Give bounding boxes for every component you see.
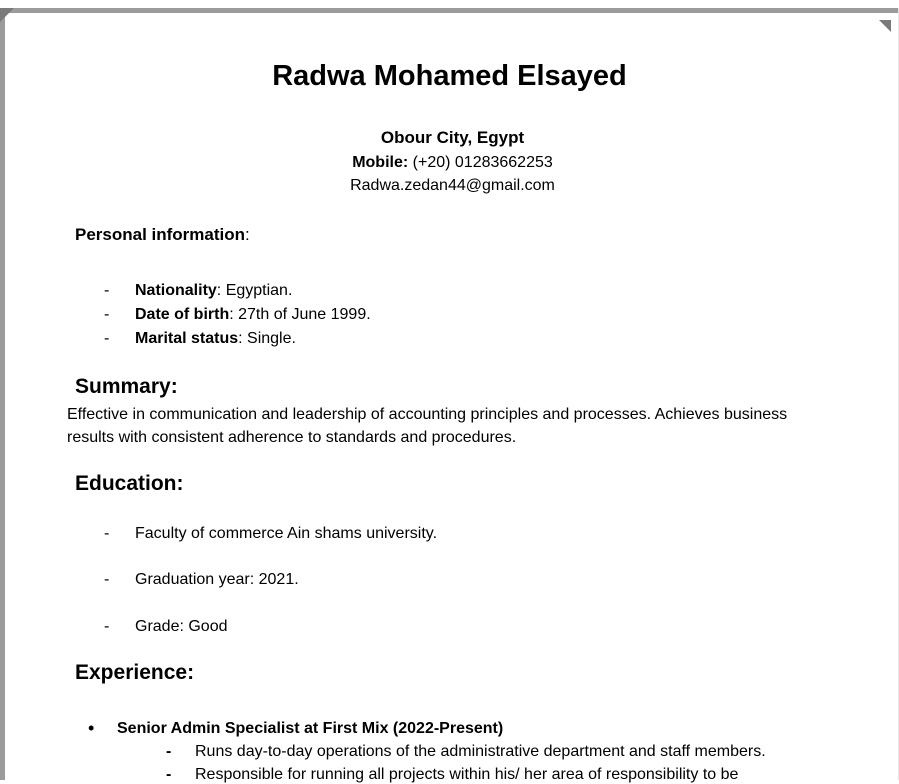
resume-mobile	[0, 154, 899, 172]
job-title: Senior Admin Specialist at First Mix (2022-Present)	[117, 720, 504, 737]
resume-city: Obour City, Egypt	[380, 128, 525, 147]
resume-email: Radwa.zedan44@gmail.com	[350, 177, 555, 194]
dash-icon: -	[104, 525, 110, 542]
summary-line: Effective in communication and leadership of accounting principles and processes. Achieves business	[67, 406, 788, 423]
page-fold-icon	[879, 20, 891, 32]
job-duty: Responsible for running all projects within his/ her area of responsibility to be	[195, 766, 739, 783]
resume-name: Radwa Mohamed Elsayed	[272, 60, 627, 92]
education-item: Graduation year: 2021.	[135, 571, 299, 588]
mobile-value: (+20) 01283662253	[408, 154, 553, 171]
dash-icon: -	[104, 571, 110, 588]
marital-value: : Single.	[238, 330, 296, 347]
dash-icon: -	[104, 618, 110, 635]
dash-icon: -	[104, 306, 110, 323]
marital-label: Marital status	[135, 330, 239, 347]
personal-info-heading-text: Personal information	[75, 225, 246, 244]
window-left-border	[0, 8, 5, 780]
summary-heading: Summary:	[75, 375, 178, 398]
nationality-item	[135, 282, 292, 300]
bullet-icon: •	[88, 718, 95, 738]
dob-item	[135, 306, 371, 324]
dob-label: Date of birth	[135, 306, 230, 323]
dash-icon: -	[104, 282, 110, 299]
dash-icon: -	[166, 766, 172, 783]
summary-line: results with consistent adherence to standards and procedures.	[67, 429, 517, 446]
nationality-label: Nationality	[135, 282, 217, 299]
job-duty: Runs day-to-day operations of the administrative department and staff members.	[195, 743, 766, 760]
nationality-value: : Egyptian.	[216, 282, 293, 299]
education-heading: Education:	[75, 472, 184, 495]
personal-info-colon: :	[245, 225, 250, 244]
dob-value: : 27th of June 1999.	[229, 306, 371, 323]
mobile-label: Mobile:	[352, 154, 409, 171]
education-item: Faculty of commerce Ain shams university.	[135, 525, 438, 542]
dash-icon: -	[166, 743, 172, 760]
summary-paragraph	[67, 403, 847, 449]
dash-icon: -	[104, 330, 110, 347]
window-top-border	[0, 8, 899, 13]
personal-info-heading	[75, 225, 250, 245]
experience-heading: Experience:	[75, 661, 195, 684]
education-item: Grade: Good	[135, 618, 228, 635]
corner-marker-icon	[0, 8, 14, 22]
marital-item	[135, 330, 296, 348]
